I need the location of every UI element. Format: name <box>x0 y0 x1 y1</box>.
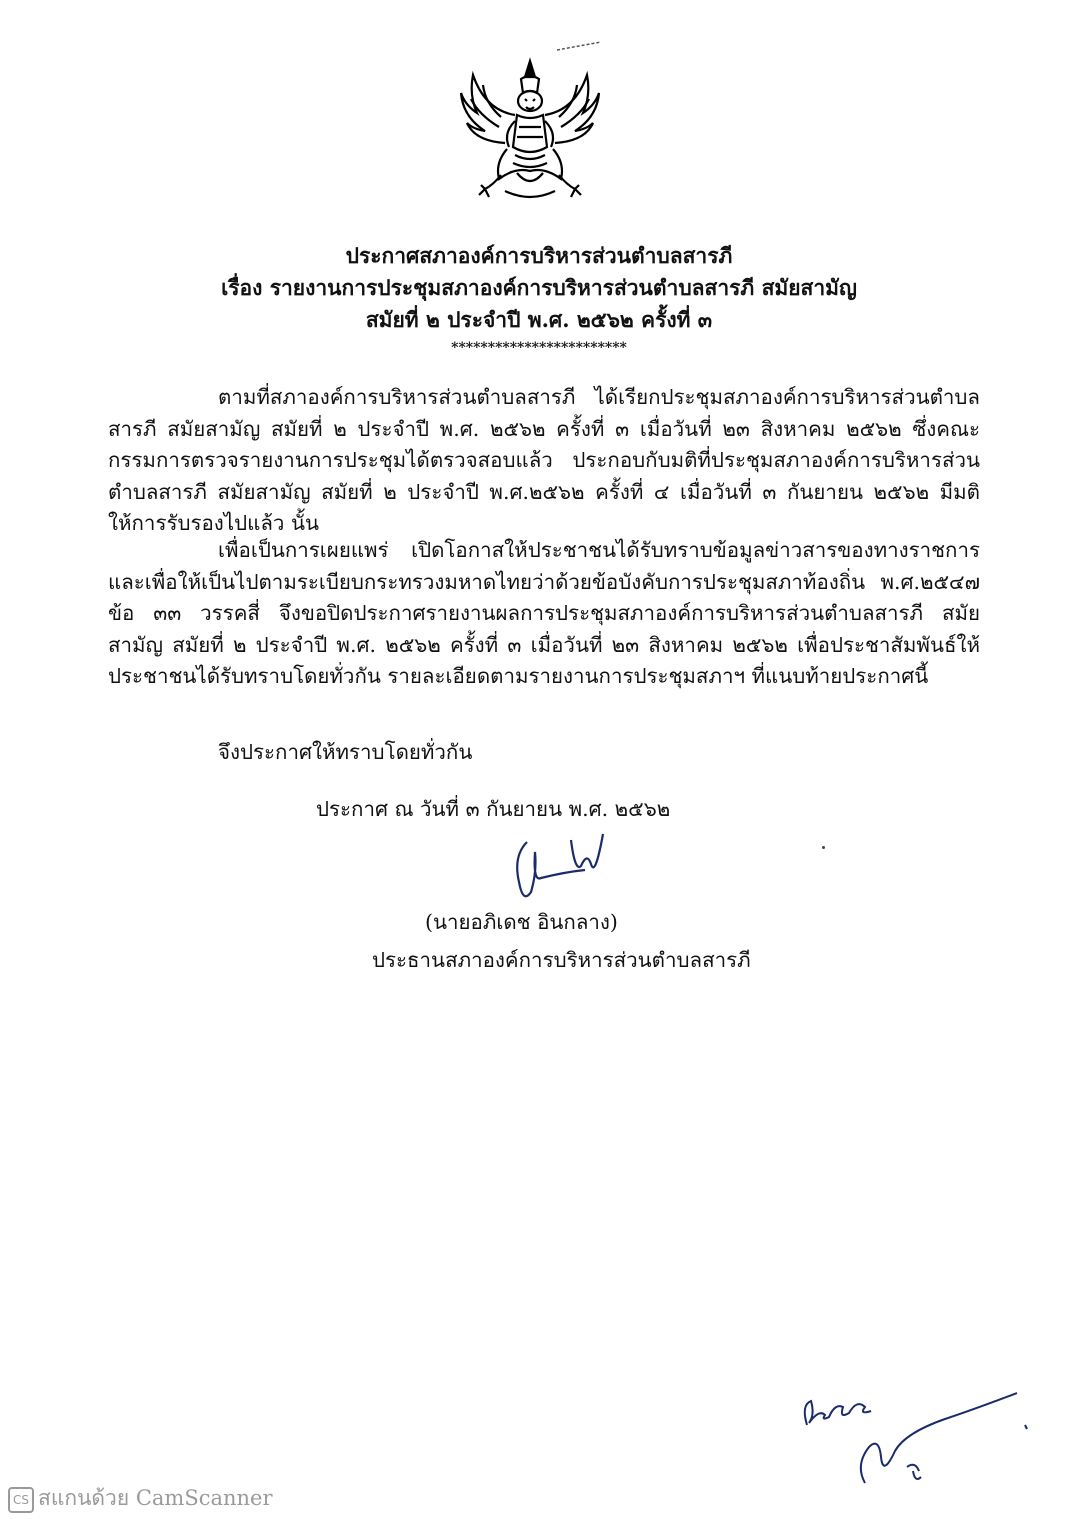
handwritten-acknowledgement <box>795 1385 1035 1495</box>
body-paragraph-1: ตามที่สภาองค์การบริหารส่วนตำบลสารภี ได้เรียกประชุมสภาองค์การบริหารส่วนตำบลสารภี สมัยสามัญ สมัยที่ ๒ ประจำปี พ.ศ. ๒๕๖๒ ครั้งที่ ๓ เมื่อวันที่ ๒๓ สิงหาคม ๒๕๖๒ ซึ่งคณะกรรมการตรวจรายงานการประชุมได้ตรวจสอบแล้ว ประกอบกับมติที่ประชุมสภาองค์การบริหารส่วนตำบลสารภี สมัยสามัญ สมัยที่ ๒ ประจำปี พ.ศ.๒๕๖๒ ครั้งที่ ๔ เมื่อวันที่ ๓ กันยายน ๒๕๖๒ มีมติให้การรับรองไปแล้ว นั้น <box>108 385 980 535</box>
announcement-session: สมัยที่ ๒ ประจำปี พ.ศ. ๒๕๖๒ ครั้งที่ ๓ <box>365 307 713 332</box>
handwritten-signature <box>505 812 615 912</box>
body-paragraph-2: เพื่อเป็นการเผยแพร่ เปิดโอกาสให้ประชาชนได้รับทราบข้อมูลข่าวสารของทางราชการ และเพื่อให้เป็นไปตามระเบียบกระทรวงมหาดไทยว่าด้วยข้อบังคับการประชุมสภาท้องถิ่น พ.ศ.๒๕๔๗ ข้อ ๓๓ วรรคสี่ จึงขอปิดประกาศรายงานผลการประชุมสภาองค์การบริหารส่วนตำบลสารภี สมัยสามัญ สมัยที่ ๒ ประจำปี พ.ศ. ๒๕๖๒ ครั้งที่ ๓ เมื่อวันที่ ๒๓ สิงหาคม ๒๕๖๒ เพื่อประชาสัมพันธ์ให้ประชาชนได้รับทราบโดยทั่วกัน รายละเอียดตามรายงานการประชุมสภาฯ ที่แนบท้ายประกาศนี้ <box>108 538 980 688</box>
announcement-date: ประกาศ ณ วันที่ ๓ กันยายน พ.ศ. ๒๕๖๒ <box>316 797 671 821</box>
signatory-position: ประธานสภาองค์การบริหารส่วนตำบลสารภี <box>372 948 751 972</box>
camscanner-logo-icon: CS <box>8 1487 34 1513</box>
pen-stroke-mark <box>555 38 603 54</box>
watermark-text: สแกนด้วย CamScanner <box>38 1486 273 1510</box>
signatory-name: (นายอภิเดช อินกลาง) <box>425 910 618 934</box>
camscanner-watermark <box>8 1482 273 1515</box>
announcement-title: ประกาศสภาองค์การบริหารส่วนตำบลสารภี <box>345 243 733 268</box>
garuda-emblem-icon <box>455 55 605 205</box>
heading-separator: ************************ <box>451 340 627 356</box>
announcement-subject: เรื่อง รายงานการประชุมสภาองค์การบริหารส่วนตำบลสารภี สมัยสามัญ <box>221 275 857 300</box>
speck-mark <box>822 846 825 849</box>
closing-statement: จึงประกาศให้ทราบโดยทั่วกัน <box>218 740 473 764</box>
